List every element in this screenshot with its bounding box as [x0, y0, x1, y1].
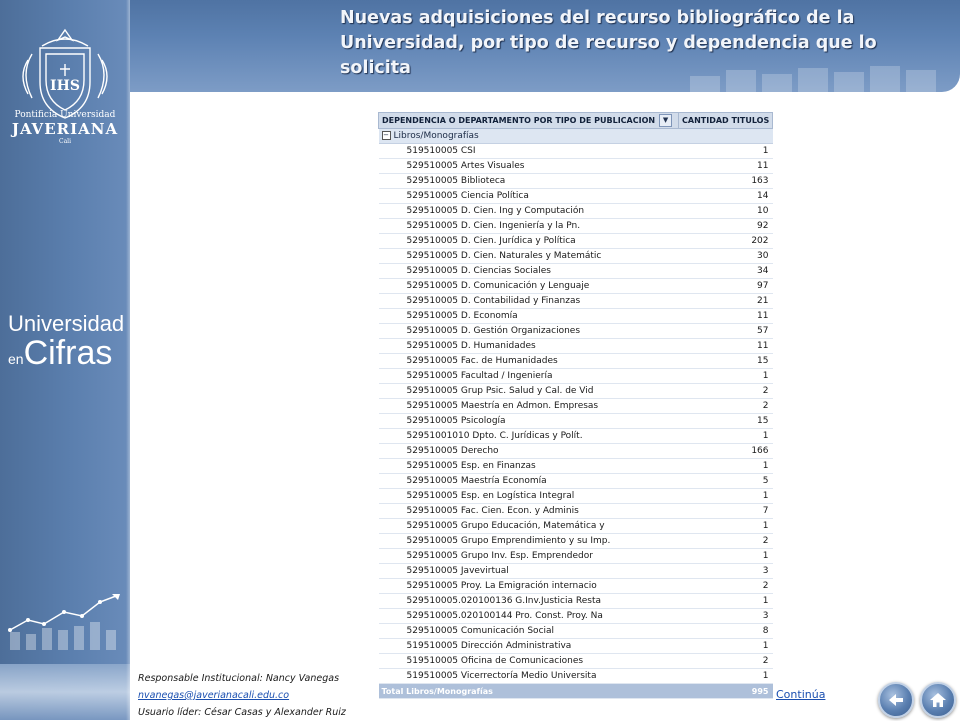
dependencia-cell: 529510005 Biblioteca	[379, 174, 679, 189]
dependencia-cell: 529510005 Grupo Inv. Esp. Emprendedor	[379, 549, 679, 564]
dependencia-cell: 529510005 Grup Psic. Salud y Cal. de Vid	[379, 384, 679, 399]
table-row[interactable]	[379, 144, 773, 159]
dependencia-cell: 529510005 D. Humanidades	[379, 339, 679, 354]
sidebar-decorative-band	[0, 664, 130, 720]
dependencia-cell: 529510005 D. Economía	[379, 309, 679, 324]
cantidad-cell: 97	[679, 279, 773, 294]
cantidad-cell: 202	[679, 234, 773, 249]
cantidad-cell: 11	[679, 339, 773, 354]
cantidad-cell: 1	[679, 459, 773, 474]
responsable-text: Responsable Institucional: Nancy Vanegas	[138, 673, 340, 684]
total-label: Total Libros/Monografías	[379, 684, 679, 699]
cantidad-cell: 30	[679, 249, 773, 264]
cantidad-cell: 2	[679, 534, 773, 549]
dependencia-cell: 529510005 D. Cien. Ingeniería y la Pn.	[379, 219, 679, 234]
collapse-icon[interactable]: −	[383, 131, 389, 139]
cantidad-cell: 21	[679, 294, 773, 309]
dependencia-cell: 529510005 D. Comunicación y Lenguaje	[379, 279, 679, 294]
table-header-row	[379, 113, 773, 129]
table-row[interactable]	[379, 369, 773, 384]
table-row[interactable]	[379, 174, 773, 189]
table-row[interactable]	[379, 519, 773, 534]
cantidad-cell: 34	[679, 264, 773, 279]
cantidad-cell: 1	[679, 489, 773, 504]
table-row[interactable]	[379, 579, 773, 594]
dependencia-cell: 529510005 Javevirtual	[379, 564, 679, 579]
table-row[interactable]	[379, 609, 773, 624]
dependencia-cell: 529510005 D. Gestión Organizaciones	[379, 324, 679, 339]
table-row[interactable]	[379, 564, 773, 579]
total-row	[379, 684, 773, 699]
dependencia-cell: 529510005 D. Contabilidad y Finanzas	[379, 294, 679, 309]
table-row[interactable]	[379, 384, 773, 399]
table-row[interactable]	[379, 549, 773, 564]
cantidad-cell: 15	[679, 354, 773, 369]
filter-dropdown-icon[interactable]: ▼	[659, 114, 672, 127]
table-row[interactable]	[379, 414, 773, 429]
table-row[interactable]	[379, 594, 773, 609]
table-row[interactable]	[379, 624, 773, 639]
dependencia-cell: 529510005 D. Cien. Naturales y Matemátic	[379, 249, 679, 264]
cantidad-cell: 15	[679, 414, 773, 429]
dependencia-cell: 529510005 Fac. Cien. Econ. y Adminis	[379, 504, 679, 519]
logo-line-javeriana: JAVERIANA	[11, 120, 119, 138]
dependencia-cell: 529510005.020100136 G.Inv.Justicia Resta	[379, 594, 679, 609]
cantidad-cell: 5	[679, 474, 773, 489]
cantidad-cell: 166	[679, 444, 773, 459]
universidad-en-cifras-brand	[8, 312, 124, 370]
dependencia-cell: 529510005 D. Cien. Ing y Computación	[379, 204, 679, 219]
group-label: Libros/Monografías	[393, 131, 479, 141]
cantidad-cell: 1	[679, 429, 773, 444]
dependencia-cell: 529510005 Esp. en Finanzas	[379, 459, 679, 474]
dependencia-cell: 529510005 Maestría Economía	[379, 474, 679, 489]
back-arrow-icon	[886, 690, 906, 710]
group-row[interactable]	[379, 129, 773, 144]
table-row[interactable]	[379, 669, 773, 684]
table-row[interactable]	[379, 264, 773, 279]
table-row[interactable]	[379, 399, 773, 414]
cantidad-cell: 2	[679, 399, 773, 414]
dependencia-cell: 529510005 Maestría en Admon. Empresas	[379, 399, 679, 414]
table-row[interactable]	[379, 639, 773, 654]
table-row[interactable]	[379, 324, 773, 339]
cantidad-cell: 1	[679, 369, 773, 384]
table-row[interactable]	[379, 294, 773, 309]
cantidad-cell: 2	[679, 384, 773, 399]
table-row[interactable]	[379, 654, 773, 669]
table-row[interactable]	[379, 444, 773, 459]
table-row[interactable]	[379, 534, 773, 549]
cantidad-cell: 11	[679, 159, 773, 174]
cantidad-cell: 1	[679, 669, 773, 684]
table-row[interactable]	[379, 489, 773, 504]
table-row[interactable]	[379, 459, 773, 474]
dependencia-cell: 529510005 Fac. de Humanidades	[379, 354, 679, 369]
cantidad-cell: 7	[679, 504, 773, 519]
cantidad-cell: 3	[679, 609, 773, 624]
cantidad-cell: 14	[679, 189, 773, 204]
column-header-cantidad: CANTIDAD TITULOS	[679, 113, 773, 129]
usuario-lider-text: Usuario líder: César Casas y Alexander Ruiz	[138, 707, 346, 718]
dependencia-cell: 529510005 D. Cien. Jurídica y Política	[379, 234, 679, 249]
table-row[interactable]	[379, 204, 773, 219]
dependencia-cell: 519510005 Vicerrectoría Medio Universita	[379, 669, 679, 684]
dependencia-cell: 519510005 Dirección Administrativa	[379, 639, 679, 654]
column-header-dependencia-label: DEPENDENCIA O DEPARTAMENTO POR TIPO DE PUBLICACION	[382, 116, 656, 125]
cantidad-cell: 1	[679, 549, 773, 564]
brand-line-cifras: Cifras	[23, 334, 113, 372]
dependencia-cell: 529510005 Esp. en Logística Integral	[379, 489, 679, 504]
sidebar	[0, 0, 130, 720]
dependencia-cell: 529510005 Grupo Educación, Matemática y	[379, 519, 679, 534]
table-row[interactable]	[379, 354, 773, 369]
table-row[interactable]	[379, 429, 773, 444]
column-header-dependencia[interactable]	[379, 113, 679, 129]
dependencia-cell: 529510005 Grupo Emprendimiento y su Imp.	[379, 534, 679, 549]
pivot-table	[378, 112, 773, 699]
home-icon	[928, 690, 948, 710]
dependencia-cell: 529510005 D. Ciencias Sociales	[379, 264, 679, 279]
table-row[interactable]	[379, 339, 773, 354]
logo-line-pontificia: Pontificia Universidad	[14, 110, 116, 120]
cantidad-cell: 8	[679, 624, 773, 639]
table-row[interactable]	[379, 219, 773, 234]
table-row[interactable]	[379, 504, 773, 519]
table-row[interactable]	[379, 279, 773, 294]
back-button[interactable]	[878, 682, 914, 718]
cantidad-cell: 2	[679, 579, 773, 594]
cantidad-cell: 3	[679, 564, 773, 579]
table-row[interactable]	[379, 189, 773, 204]
cantidad-cell: 1	[679, 594, 773, 609]
email-link[interactable]: nvanegas@javerianacali.edu.co	[138, 690, 290, 701]
footer-credits	[138, 670, 346, 721]
dependencia-cell: 529510005 Facultad / Ingeniería	[379, 369, 679, 384]
dependencia-cell: 529510005 Ciencia Política	[379, 189, 679, 204]
brand-line-en: en	[8, 351, 24, 367]
cantidad-cell: 57	[679, 324, 773, 339]
table-row[interactable]	[379, 159, 773, 174]
growth-chart-icon	[6, 590, 126, 650]
dependencia-cell: 529510005 Comunicación Social	[379, 624, 679, 639]
cantidad-cell: 1	[679, 144, 773, 159]
table-row[interactable]	[379, 249, 773, 264]
logo-line-cali: Cali	[58, 138, 71, 145]
cantidad-cell: 1	[679, 639, 773, 654]
dependencia-cell: 529510005 Proy. La Emigración internacio	[379, 579, 679, 594]
home-button[interactable]	[920, 682, 956, 718]
cantidad-cell: 1	[679, 519, 773, 534]
dependencia-cell: 52951001010 Dpto. C. Jurídicas y Polít.	[379, 429, 679, 444]
page-title: Nuevas adquisiciones del recurso bibliográfico de la Universidad, por tipo de recurso y dependencia que lo solicita	[340, 8, 877, 78]
cantidad-cell: 2	[679, 654, 773, 669]
table-row[interactable]	[379, 234, 773, 249]
table-row[interactable]	[379, 474, 773, 489]
svg-text:IHS: IHS	[50, 78, 80, 94]
dependencia-cell: 529510005 Psicología	[379, 414, 679, 429]
dependencia-cell: 529510005 Derecho	[379, 444, 679, 459]
dependencia-cell: 519510005 Oficina de Comunicaciones	[379, 654, 679, 669]
total-value: 995	[679, 684, 773, 699]
table-row[interactable]	[379, 309, 773, 324]
dependencia-cell: 529510005 Artes Visuales	[379, 159, 679, 174]
dependencia-cell: 519510005 CSI	[379, 144, 679, 159]
brand-line-universidad: Universidad	[8, 311, 125, 336]
cantidad-cell: 163	[679, 174, 773, 189]
cantidad-cell: 10	[679, 204, 773, 219]
cantidad-cell: 11	[679, 309, 773, 324]
dependencia-cell: 529510005.020100144 Pro. Const. Proy. Na	[379, 609, 679, 624]
cantidad-cell: 92	[679, 219, 773, 234]
continua-link[interactable]: Continúa	[776, 688, 826, 701]
